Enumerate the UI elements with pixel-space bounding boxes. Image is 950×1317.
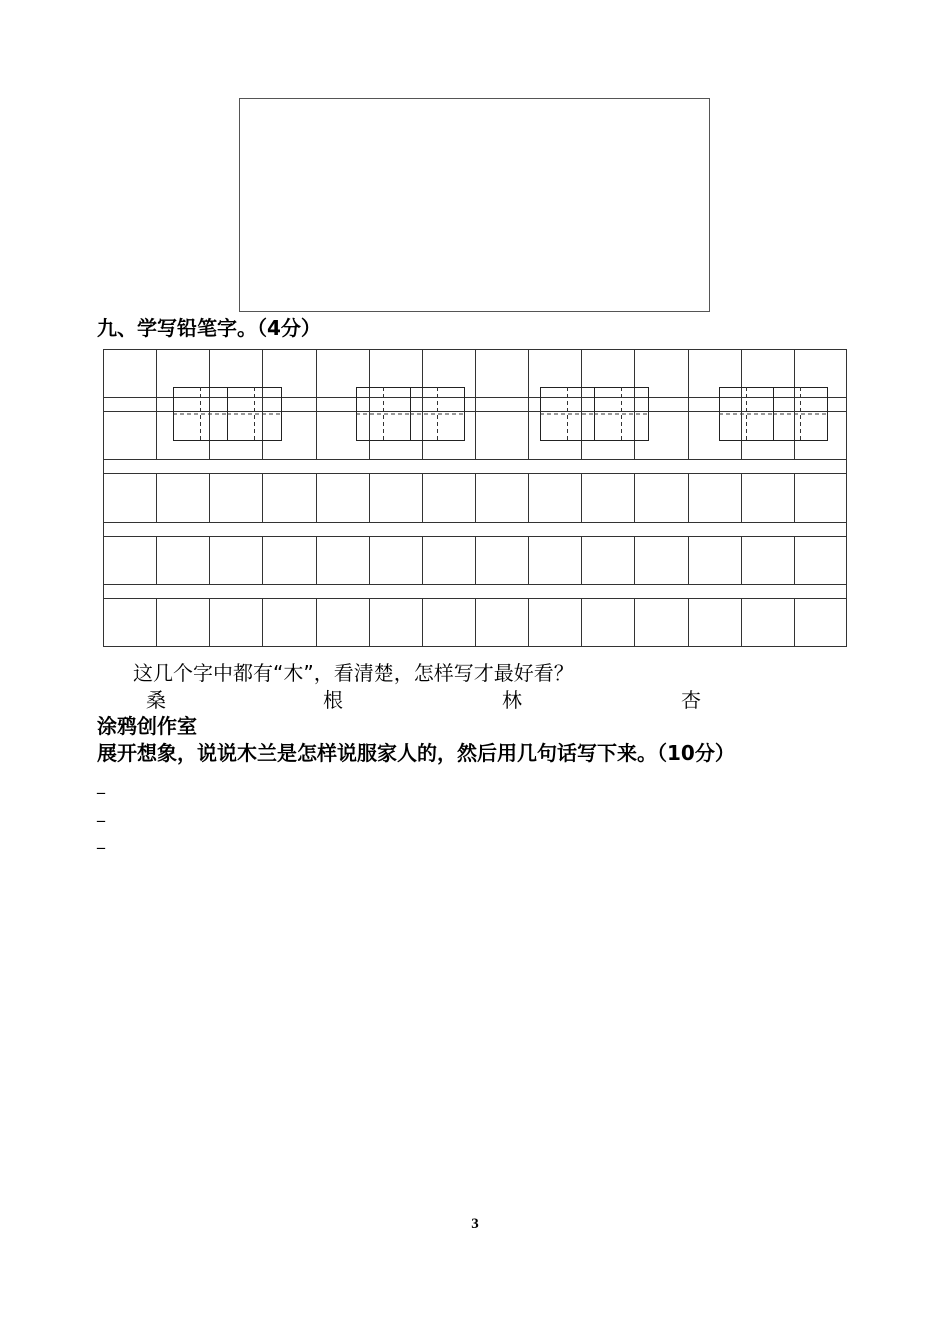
section-nine-title: 九、学写铅笔字。（4分） [97,316,321,340]
writing-grid-lines [103,349,847,647]
answer-line-2[interactable]: _ [97,803,105,822]
page-number: 3 [471,1216,479,1232]
character-xing: 杏 [681,688,701,712]
character-sang: 桑 [146,688,166,712]
answer-line-1[interactable]: _ [97,775,105,794]
doodle-studio-title: 涂鸦创作室 [97,714,197,738]
prompt-text: 这几个字中都有“木”，看清楚，怎样写才最好看？ [133,661,574,685]
writing-grid[interactable] [103,349,847,647]
character-gen: 根 [323,688,343,712]
answer-line-3[interactable]: _ [97,830,105,849]
character-lin: 林 [502,688,522,712]
drawing-box[interactable] [239,98,710,312]
doodle-studio-instruction: 展开想象，说说木兰是怎样说服家人的，然后用几句话写下来。（10分） [97,741,735,765]
